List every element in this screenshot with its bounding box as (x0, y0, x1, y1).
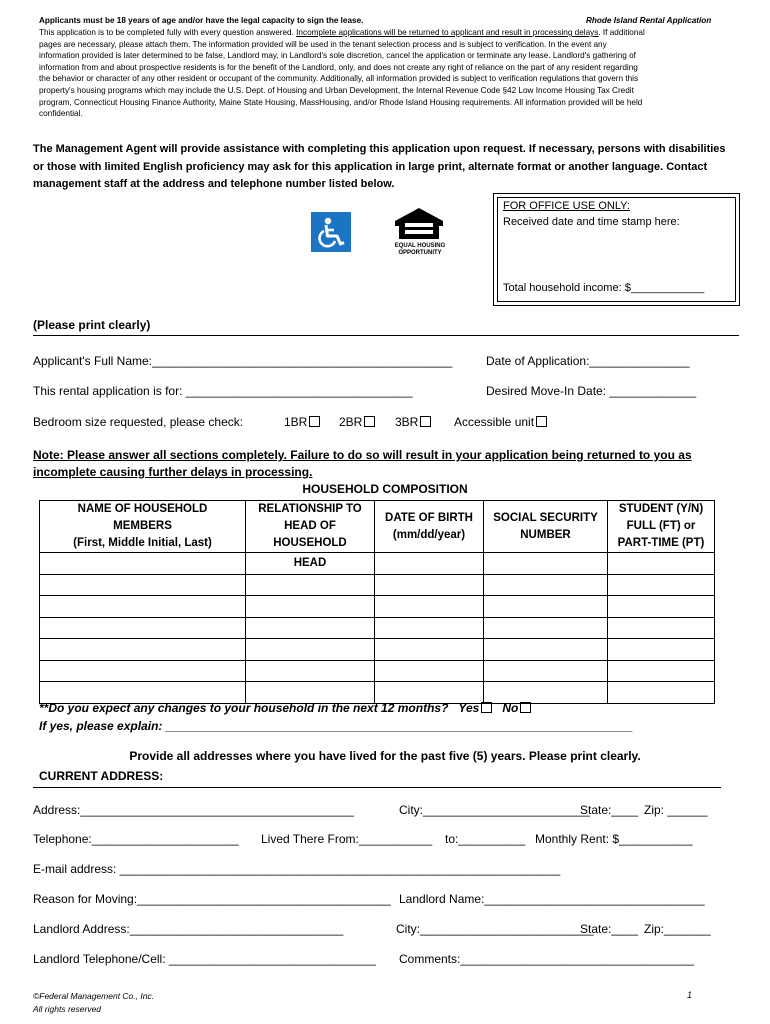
telephone-field[interactable]: Telephone:______________________ (33, 832, 239, 846)
table-row[interactable] (40, 596, 715, 618)
checkbox-yes[interactable] (481, 702, 492, 713)
table-row[interactable] (40, 574, 715, 596)
assistance-line: The Management Agent will provide assistance with completing this application upon request. If necessary, persons with disabilities (33, 143, 726, 155)
intro-line: program, Connecticut Housing Finance Authority, Maine State Housing, MassHousing, and/or Rhode Island Housing requirements. All information provided will be held (39, 97, 643, 107)
yes-label: Yes (458, 701, 480, 715)
col-student: STUDENT (Y/N) FULL (FT) or PART-TIME (PT) (608, 501, 715, 553)
landlord-city-field[interactable]: City:__________________________ (396, 922, 594, 936)
city-field[interactable]: City:_________________________ (399, 803, 590, 817)
note-text: Please answer all sections completely. Failure to do so will result in your application being returned to you as (67, 448, 692, 462)
assistance-paragraph (33, 141, 743, 194)
current-address-heading: CURRENT ADDRESS: (39, 769, 164, 783)
col-dob: DATE OF BIRTH (mm/dd/year) (375, 501, 484, 553)
intro-line: the behavior or character of any other resident or occupant of the community. Additionally, all information provided is subject to verification regulations that govern this (39, 74, 639, 84)
office-use-box (493, 193, 740, 306)
note-text-line2: incomplete causing further delays in processing. (33, 465, 313, 479)
col-name: NAME OF HOUSEHOLD MEMBERS (First, Middle Initial, Last) (40, 501, 246, 553)
application-date-field[interactable]: Date of Application:_______________ (486, 354, 690, 368)
option-accessible[interactable] (454, 415, 547, 429)
landlord-zip-field[interactable]: Zip:_______ (644, 922, 711, 936)
email-field[interactable]: E-mail address: __________________________________________________________________ (33, 862, 561, 876)
eho-line2: OPPORTUNITY (398, 250, 442, 256)
received-stamp-label: Received date and time stamp here: (503, 216, 680, 228)
household-header-row (40, 501, 715, 553)
zip-field[interactable]: Zip: ______ (644, 803, 708, 817)
table-row[interactable] (40, 617, 715, 639)
equal-housing-icon (391, 206, 447, 242)
equal-housing-logo (391, 206, 447, 258)
move-in-date-field[interactable]: Desired Move-In Date: _____________ (486, 384, 697, 398)
comments-field[interactable]: Comments:___________________________________ (399, 952, 694, 966)
page-number: 1 (687, 990, 693, 1000)
address-field[interactable]: Address:_________________________________________ (33, 803, 354, 817)
intro-text-b: . If additional (598, 28, 645, 37)
monthly-rent-field[interactable]: Monthly Rent: $___________ (535, 832, 693, 846)
rental-for-field[interactable]: This rental application is for: __________________________________ (33, 384, 413, 398)
checkbox-1br[interactable] (309, 416, 320, 427)
option-1br[interactable] (284, 415, 320, 429)
landlord-name-field[interactable]: Landlord Name:_________________________________ (399, 892, 705, 906)
explain-field[interactable]: If yes, please explain: ______________________________________________________________________ (39, 719, 633, 733)
landlord-state-field[interactable]: State:____ (580, 922, 639, 936)
note-block: Note: Please answer all sections completely. Failure to do so will result in your application being returned to you as incomplete causing further delays in processing. (33, 447, 733, 481)
lived-to-field[interactable]: to:__________ (445, 832, 526, 846)
option-3br[interactable] (395, 415, 431, 429)
bedroom-label: Bedroom size requested, please check: (33, 415, 244, 429)
print-clearly-heading: (Please print clearly) (33, 318, 151, 332)
intro-line: confidential. (39, 109, 83, 119)
intro-line: pages are necessary, please attach them. The information provided will be used in the tenant selection process and is subject to verification. In the event any (39, 39, 607, 49)
col-ssn: SOCIAL SECURITY NUMBER (484, 501, 608, 553)
option-2br-label: 2BR (339, 415, 363, 429)
changes-question: **Do you expect any changes to your household in the next 12 months? (39, 701, 449, 715)
checkbox-3br[interactable] (420, 416, 431, 427)
assistance-line: or those with limited English proficiency may ask for this application in large print, alternate format or another language. Contact (33, 160, 708, 173)
intro-line: information from and about prospective residents is for the benefit of the Landlord, only, and does not create any right of reliance on the part of any resident regarding (39, 62, 638, 72)
age-requirement: Applicants must be 18 years of age and/or have the legal capacity to sign the lease. (39, 16, 364, 25)
intro-text-a: This application is to be completed fully with every question answered. (39, 28, 297, 37)
col-relationship: RELATIONSHIP TO HEAD OF HOUSEHOLD (246, 501, 375, 553)
intro-underlined: Incomplete applications will be returned to applicant and result in processing delays (296, 28, 599, 37)
changes-question-row (39, 701, 531, 715)
option-2br[interactable] (339, 415, 375, 429)
eho-line1: EQUAL HOUSING (394, 243, 446, 249)
landlord-phone-field[interactable]: Landlord Telephone/Cell: _______________________________ (33, 952, 376, 966)
state-field[interactable]: State:____ (580, 803, 639, 817)
reason-field[interactable]: Reason for Moving:______________________________________ (33, 892, 391, 906)
footer-copyright (33, 990, 154, 1016)
checkbox-2br[interactable] (364, 416, 375, 427)
head-cell: HEAD (246, 553, 375, 575)
household-table (39, 500, 715, 704)
option-3br-label: 3BR (395, 415, 419, 429)
copyright-text: ©Federal Management Co., Inc. (33, 991, 155, 1001)
checkbox-no[interactable] (520, 702, 531, 713)
rights-text: All rights reserved (33, 1004, 102, 1014)
form-title: Rhode Island Rental Application (586, 16, 712, 25)
household-title: HOUSEHOLD COMPOSITION (302, 482, 468, 496)
table-row[interactable] (40, 553, 715, 575)
lived-from-field[interactable]: Lived There From:___________ (261, 832, 433, 846)
landlord-address-field[interactable]: Landlord Address:________________________________ (33, 922, 344, 936)
address-instruction: Provide all addresses where you have lived for the past five (5) years. Please print clearly. (129, 749, 641, 763)
applicant-name-field[interactable]: Applicant's Full Name:_____________________________________________ (33, 354, 453, 368)
accessibility-icon (311, 212, 351, 252)
intro-line: information provided is later determined to be false, Landlord may, in Landlord's sole discretion, cancel the application or terminate any lease. Landlord's gathering of (39, 51, 636, 61)
table-row[interactable] (40, 660, 715, 682)
intro-paragraph (39, 27, 739, 120)
option-1br-label: 1BR (284, 415, 308, 429)
assistance-line: management staff at the address and telephone number listed below. (33, 178, 395, 190)
table-row[interactable] (40, 682, 715, 704)
checkbox-accessible[interactable] (536, 416, 547, 427)
note-label: Note (33, 448, 60, 462)
office-use-title: FOR OFFICE USE ONLY: (503, 200, 630, 212)
no-label: No (502, 701, 519, 715)
intro-line: property's housing programs which may include the U.S. Dept. of Housing and Urban Development, the Internal Revenue Code §42 Low Income Housing Tax Credit (39, 85, 634, 95)
household-income-field[interactable]: Total household income: $____________ (503, 282, 705, 294)
table-row[interactable] (40, 639, 715, 661)
accessible-label: Accessible unit (454, 415, 535, 429)
